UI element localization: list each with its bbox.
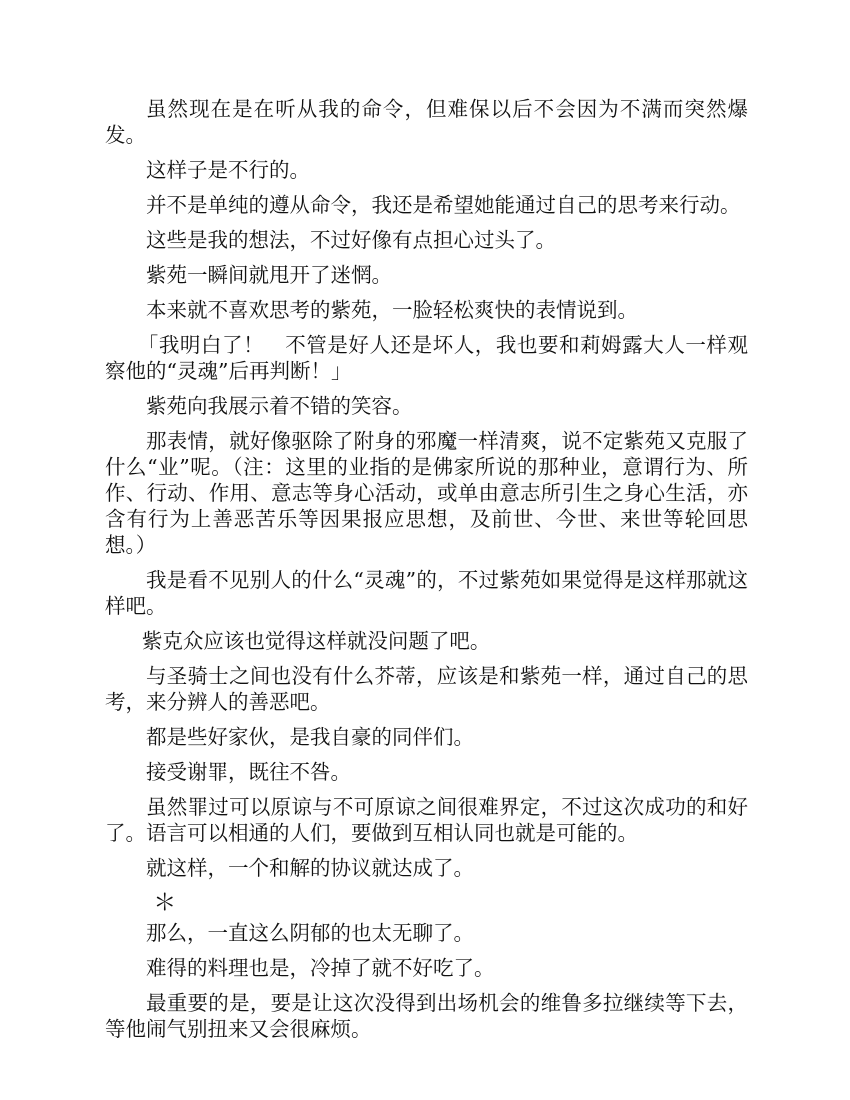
section-break-asterisk: ＊ bbox=[153, 890, 177, 916]
paragraph: 并不是单纯的遵从命令，我还是希望她能通过自己的思考来行动。 bbox=[146, 193, 741, 217]
dialogue-paragraph: 「我明白了！ 不管是好人还是坏人，我也要和莉姆露大人一样观察他的“灵魂”后再判断！」 bbox=[105, 333, 748, 383]
paragraph: 接受谢罪，既往不咎。 bbox=[146, 760, 351, 784]
paragraph: 虽然现在是在听从我的命令，但难保以后不会因为不满而突然爆发。 bbox=[105, 97, 748, 147]
paragraph: 那么，一直这么阴郁的也太无聊了。 bbox=[146, 921, 474, 945]
paragraph: 紫苑向我展示着不错的笑容。 bbox=[146, 394, 413, 418]
paragraph: 难得的料理也是，冷掉了就不好吃了。 bbox=[146, 956, 495, 980]
paragraph: 虽然罪过可以原谅与不可原谅之间很难界定，不过这次成功的和好了。语言可以相通的人们，要做到互相认同也就是可能的。 bbox=[105, 795, 748, 845]
paragraph: 就这样，一个和解的协议就达成了。 bbox=[146, 856, 474, 880]
paragraph: 本来就不喜欢思考的紫苑，一脸轻松爽快的表情说到。 bbox=[146, 298, 638, 322]
paragraph: 最重要的是，要是让这次没得到出场机会的维鲁多拉继续等下去，等他闹气别扭来又会很麻烦。 bbox=[105, 991, 748, 1041]
paragraph: 我是看不见别人的什么“灵魂”的，不过紫苑如果觉得是这样那就这样吧。 bbox=[105, 568, 748, 618]
paragraph: 紫苑一瞬间就甩开了迷惘。 bbox=[146, 263, 392, 287]
paragraph: 与圣骑士之间也没有什么芥蒂，应该是和紫苑一样，通过自己的思考，来分辨人的善恶吧。 bbox=[105, 664, 748, 714]
text-body bbox=[105, 96, 748, 1051]
paragraph: 紫克众应该也觉得这样就没问题了吧。 bbox=[141, 629, 491, 653]
paragraph: 都是些好家伙，是我自豪的同伴们。 bbox=[146, 725, 474, 749]
paragraph: 这样子是不行的。 bbox=[146, 158, 310, 182]
paragraph: 这些是我的想法，不过好像有点担心过头了。 bbox=[146, 228, 556, 252]
paragraph-with-note: 那表情，就好像驱除了附身的邪魔一样清爽，说不定紫苑又克服了什么“业”呢。（注：这里的业指的是佛家所说的那种业，意谓行为、所作、行动、作用、意志等身心活动，或单由意志所引生之身心生活，亦含有行为上善恶苦乐等因果报应思想，及前世、今世、来世等轮回思想。） bbox=[105, 429, 748, 557]
